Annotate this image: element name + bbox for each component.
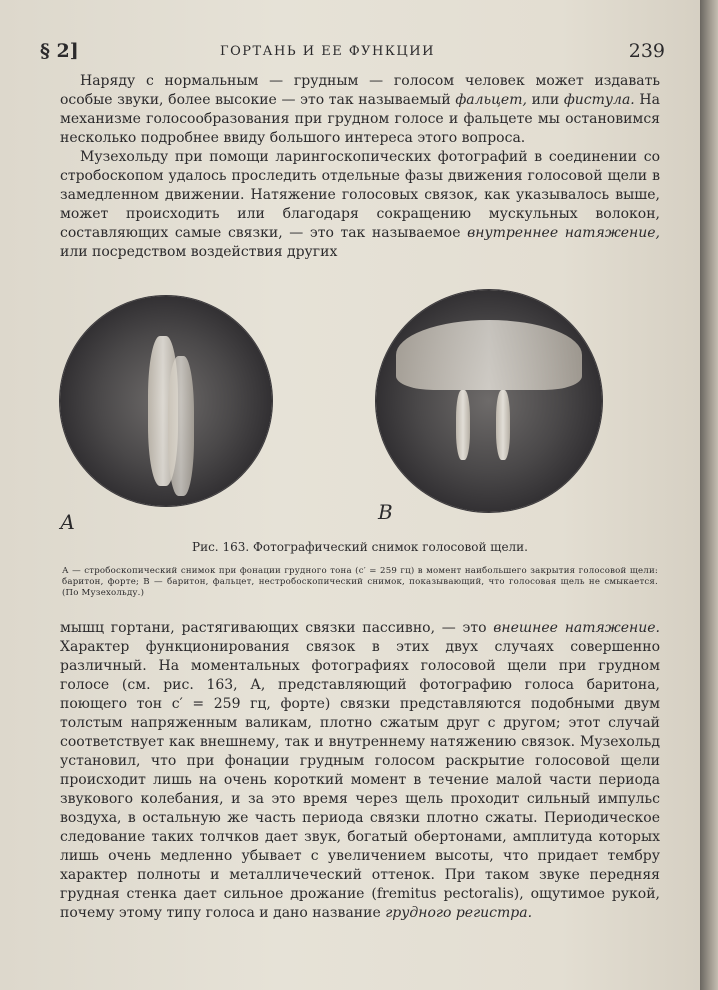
figure-label-b: В	[378, 500, 393, 524]
term-fistula: фистула.	[563, 92, 635, 108]
photo-b-falsetto	[376, 290, 602, 512]
figure-163	[60, 288, 660, 534]
paragraph-external-tension: мышц гортани, растягивающих связки пассивно, — это внешнее натяжение. Характер функционирования связок в этих двух случаях совершенно различный. На моментальных фотографиях голосовой щели при грудном голосе (см. рис. 163, А, представляющий фотографию голоса баритона, поющего тон c′ = 259 гц, форте) связки представляются подобными двум толстым напряженным валикам, плотно сжатым друг с другом; этот случай соответствует как внешнему, так и внутреннему натяжению связок. Музехольд установил, что при фонации грудным голосом раскрытие голосовой щели происходит лишь на очень короткий момент в течение малой части периода звукового колебания, и за это время через щель проходит сильный импульс воздуха, в остальную же часть периода связки плотно сжаты. Периодическое следование таких толчков дает звук, богатый обертонами, амплитуда которых лишь очень медленно убывает с увеличением высоты, что придает тембру характер полноты и металличеческий оттенок. При таком звуке передняя грудная стенка дает сильное дрожание (fremitus pectoralis), ощутимое рукой, почему этому типу голоса и дано название грудного регистра.	[60, 620, 660, 921]
vocal-fold-right	[168, 356, 194, 496]
paragraph-falsetto: Наряду с нормальным — грудным — голосом человек может издавать особые звуки, более высокие — это так называемый фальцет, или фистула. На механизме голосообразования при грудном голосе и фальцете мы остановимся несколько подробнее ввиду большого интереса этого вопроса.	[60, 73, 660, 146]
running-title: ГОРТАНЬ И ЕЕ ФУНКЦИИ	[220, 44, 435, 59]
page-edge	[700, 0, 718, 990]
larynx-arch	[396, 320, 582, 390]
paragraph-musehold: Музехольду при помощи ларингоскопических фотографий в соединении со стробоскопом удалось проследить отдельные фазы движения голосовой щели в замедленном движении. Натяжение голосовых связок, как указывалось выше, может происходить или благодаря сокращению мускульных волокон, составляющих самые связки, — это так называемое внутреннее натяжение, или посредством воздействия других	[60, 149, 660, 260]
term-internal-tension: внутреннее натяжение,	[467, 225, 660, 241]
photo-a-chest-voice	[60, 296, 272, 506]
page-header	[40, 40, 665, 66]
body-text-bottom	[60, 619, 660, 923]
vocal-fold-right	[496, 390, 510, 460]
term-external-tension: внешнее натяжение.	[493, 620, 660, 636]
figure-caption: Рис. 163. Фотографический снимок голосовой щели.	[192, 540, 528, 554]
body-text-top	[60, 72, 660, 262]
vocal-fold-left	[456, 390, 470, 460]
page-number: 239	[628, 40, 665, 62]
term-falsetto: фальцет,	[455, 92, 527, 108]
section-mark: § 2]	[40, 40, 79, 62]
term-chest-register: грудного регистра.	[385, 905, 533, 921]
figure-caption-detail: А — стробоскопический снимок при фонации грудного тона (c′ = 259 гц) в момент наибольшего закрытия голосовой щели: баритон, форте; В — баритон, фальцет, нестробоскопический снимок, показывающий, что голосовая щель не смыкается. (По Музехольду.)	[62, 566, 658, 598]
figure-label-a: А	[60, 510, 76, 534]
